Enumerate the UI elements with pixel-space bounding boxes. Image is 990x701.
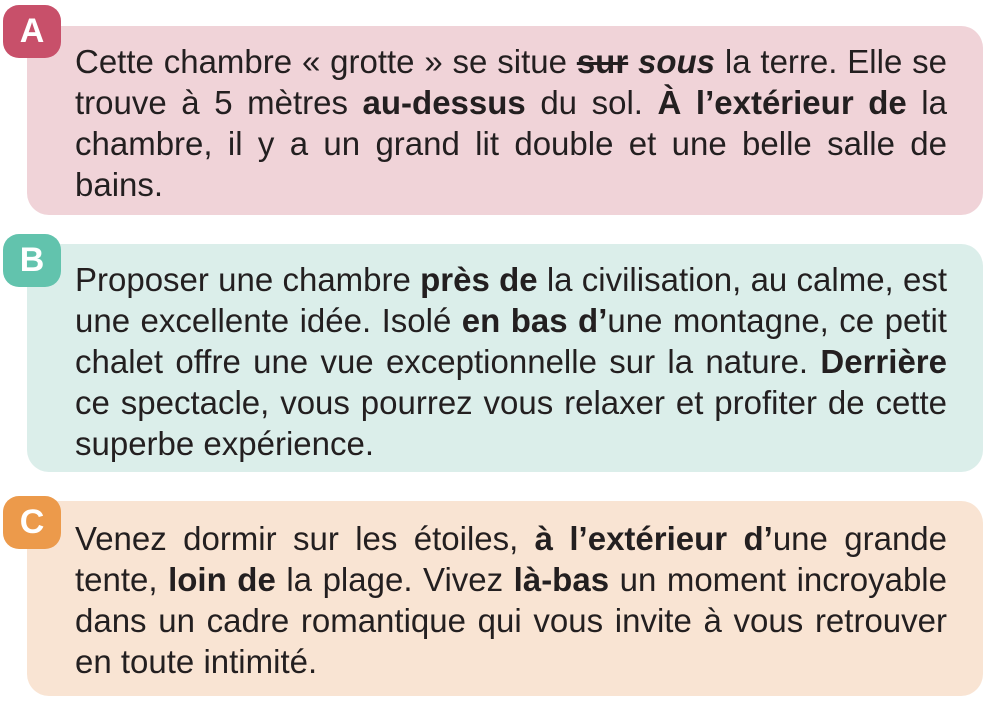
correction-word: sous bbox=[638, 43, 716, 80]
card-a bbox=[27, 26, 983, 215]
text-segment: ce spectacle, vous pourrez vous relaxer et profiter de cette superbe expérience. bbox=[75, 384, 947, 462]
text-segment: la chambre, il y a un grand lit double et une belle salle de bains. bbox=[75, 84, 947, 203]
text-segment: Proposer une chambre bbox=[75, 261, 421, 298]
badge-a: A bbox=[3, 5, 61, 58]
bold-phrase: en bas d’ bbox=[461, 302, 608, 339]
text-segment: Cette chambre « grotte » se situe bbox=[75, 43, 577, 80]
text-segment bbox=[628, 43, 638, 80]
text-segment: un moment incroyable dans un cadre romantique qui vous invite à vous retrouver en toute intimité. bbox=[75, 561, 947, 680]
bold-phrase: À l’extérieur de bbox=[657, 84, 907, 121]
text-segment: une montagne, ce petit chalet offre une vue exceptionnelle sur la nature. bbox=[75, 302, 947, 380]
text-segment: la terre. Elle se trouve à 5 mètres bbox=[75, 43, 947, 121]
bold-phrase: au-dessus bbox=[362, 84, 526, 121]
card-c-text bbox=[75, 518, 947, 682]
bold-phrase: loin de bbox=[168, 561, 276, 598]
card-b bbox=[27, 244, 983, 472]
text-segment: une grande tente, bbox=[75, 520, 948, 598]
bold-phrase: à l’extérieur d’ bbox=[534, 520, 773, 557]
text-segment: la plage. Vivez bbox=[275, 561, 514, 598]
text-segment: Venez dormir sur les étoiles, bbox=[75, 520, 535, 557]
badge-b: B bbox=[3, 234, 61, 287]
bold-phrase: là-bas bbox=[513, 561, 610, 598]
bold-phrase: près de bbox=[420, 261, 538, 298]
text-segment: la civilisation, au calme, est une excellente idée. Isolé bbox=[75, 261, 947, 339]
card-c bbox=[27, 501, 983, 696]
bold-phrase: Derrière bbox=[820, 343, 947, 380]
text-segment: du sol. bbox=[525, 84, 658, 121]
card-a-text bbox=[75, 41, 947, 205]
struck-word: sur bbox=[576, 43, 629, 80]
card-b-text bbox=[75, 259, 947, 464]
badge-c: C bbox=[3, 496, 61, 549]
